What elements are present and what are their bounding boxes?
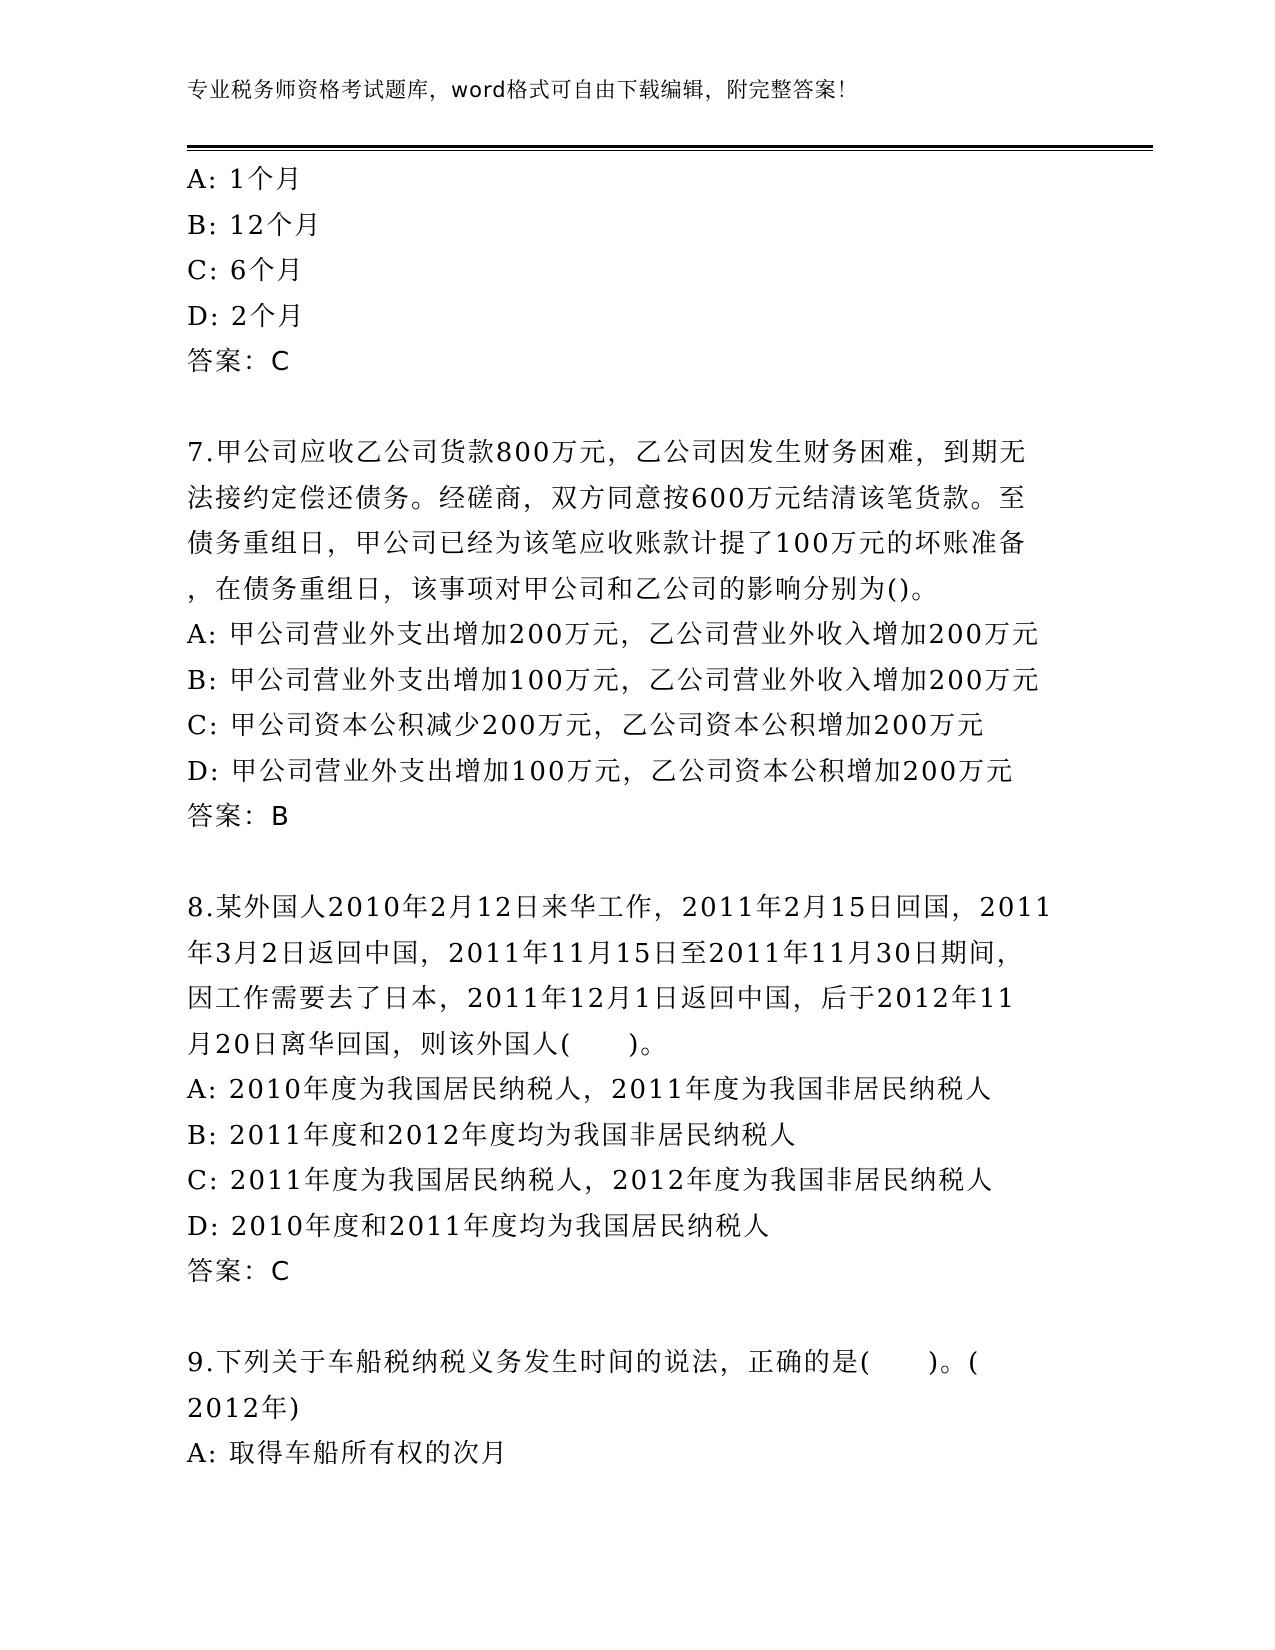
answer-line: 答案：C bbox=[187, 1257, 292, 1287]
question-block bbox=[187, 158, 1087, 386]
spacer bbox=[187, 1296, 1087, 1342]
header-rule-thin bbox=[187, 150, 1153, 151]
option-line: A: 甲公司营业外支出增加200万元，乙公司营业外收入增加200万元 bbox=[187, 620, 1041, 650]
question-text-line: 7.甲公司应收乙公司货款800万元，乙公司因发生财务困难，到期无 bbox=[187, 438, 1028, 468]
question-content bbox=[187, 158, 1087, 1478]
spacer bbox=[187, 386, 1087, 432]
question-block bbox=[187, 886, 1087, 1296]
option-line: B: 12个月 bbox=[187, 210, 323, 241]
option-line: D: 2010年度和2011年度均为我国居民纳税人 bbox=[187, 1211, 772, 1242]
question-text-line: 法接约定偿还债务。经磋商，双方同意按600万元结清该笔货款。至 bbox=[187, 483, 1027, 514]
option-line: B: 甲公司营业外支出增加100万元，乙公司营业外收入增加200万元 bbox=[187, 665, 1041, 696]
page-header: 专业税务师资格考试题库，word格式可自由下载编辑，附完整答案！ bbox=[187, 78, 859, 102]
option-line: D: 2个月 bbox=[187, 301, 306, 332]
question-text-line: 月20日离华回国，则该外国人( )。 bbox=[187, 1029, 669, 1060]
option-line: C: 2011年度为我国居民纳税人，2012年度为我国非居民纳税人 bbox=[187, 1166, 995, 1196]
option-line: A: 1个月 bbox=[187, 165, 304, 195]
header-rule-thick bbox=[187, 145, 1153, 148]
option-line: A: 取得车船所有权的次月 bbox=[187, 1439, 509, 1469]
question-text-line: 9.下列关于车船税纳税义务发生时间的说法，正确的是( )。( bbox=[187, 1348, 981, 1378]
option-line: D: 甲公司营业外支出增加100万元，乙公司资本公积增加200万元 bbox=[187, 756, 1015, 787]
question-text-line: ，在债务重组日，该事项对甲公司和乙公司的影响分别为()。 bbox=[187, 574, 940, 605]
question-block bbox=[187, 1341, 1087, 1478]
option-line: B: 2011年度和2012年度均为我国非居民纳税人 bbox=[187, 1120, 798, 1151]
spacer bbox=[187, 841, 1087, 887]
option-line: C: 甲公司资本公积减少200万元，乙公司资本公积增加200万元 bbox=[187, 711, 986, 741]
question-text-line: 债务重组日，甲公司已经为该笔应收账款计提了100万元的坏账准备 bbox=[187, 529, 1027, 559]
answer-line: 答案：B bbox=[187, 802, 291, 832]
question-text-line: 因工作需要去了日本，2011年12月1日返回中国，后于2012年11 bbox=[187, 984, 1017, 1014]
question-text-line: 年3月2日返回中国，2011年11月15日至2011年11月30日期间， bbox=[187, 938, 1025, 969]
answer-line: 答案：C bbox=[187, 347, 292, 377]
option-line: A: 2010年度为我国居民纳税人，2011年度为我国非居民纳税人 bbox=[187, 1075, 994, 1105]
question-block bbox=[187, 431, 1087, 841]
option-line: C: 6个月 bbox=[187, 256, 305, 286]
question-text-line: 8.某外国人2010年2月12日来华工作，2011年2月15日回国，2011 bbox=[187, 893, 1054, 923]
question-text-line: 2012年) bbox=[187, 1393, 302, 1424]
